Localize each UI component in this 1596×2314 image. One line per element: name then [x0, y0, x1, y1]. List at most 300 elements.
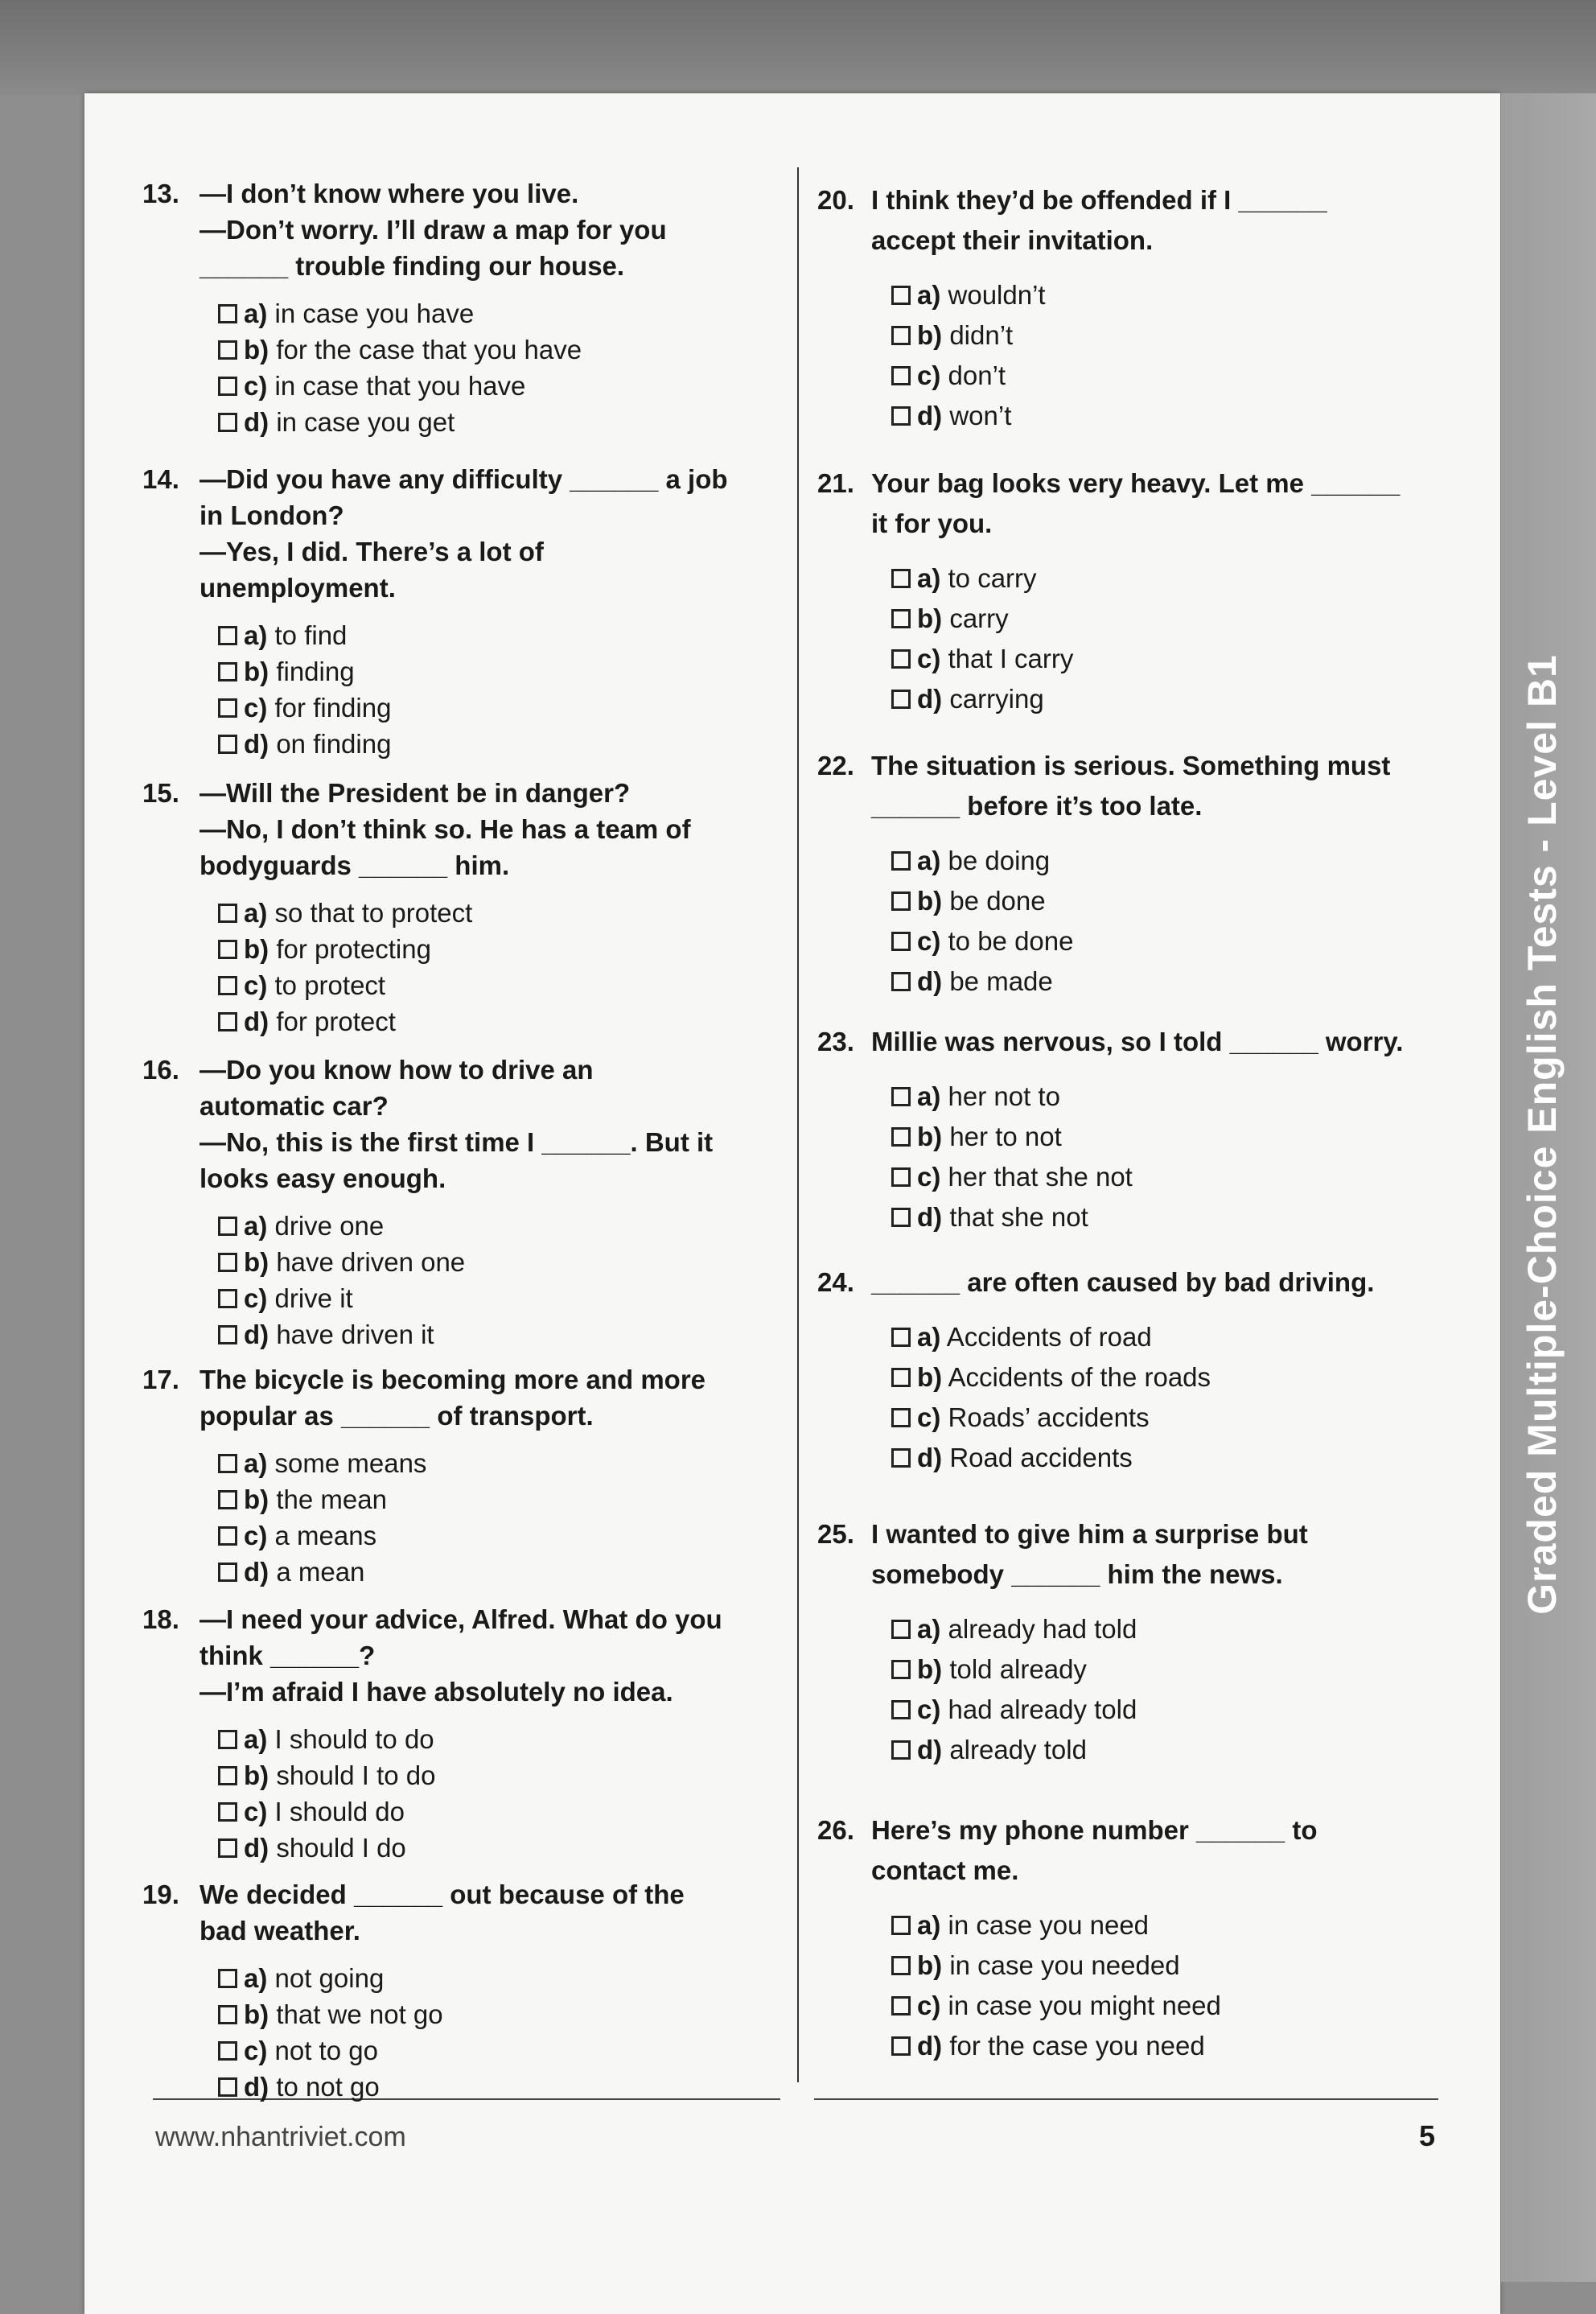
checkbox-icon[interactable] [891, 609, 911, 628]
option-text: told already [942, 1654, 1087, 1684]
answer-option[interactable] [891, 1157, 1133, 1197]
answer-option[interactable] [218, 1316, 465, 1353]
option-text: be done [942, 886, 1046, 916]
option-text: in case you have [267, 298, 475, 328]
answer-option[interactable] [218, 1481, 426, 1517]
option-text: her that she not [940, 1162, 1133, 1192]
answer-option[interactable] [218, 690, 391, 726]
checkbox-icon[interactable] [218, 1012, 237, 1031]
option-text: to not go [269, 2071, 380, 2102]
answer-option[interactable] [891, 1986, 1221, 2026]
checkbox-icon[interactable] [891, 326, 911, 345]
question-stem [200, 1055, 713, 1200]
checkbox-icon[interactable] [218, 1730, 237, 1749]
checkbox-icon[interactable] [891, 1368, 911, 1387]
stem-line: ______ trouble finding our house. [200, 251, 625, 281]
option-text: didn’t [942, 320, 1014, 350]
stem-line: unemployment. [200, 573, 396, 603]
checkbox-icon[interactable] [891, 891, 911, 911]
options-list [891, 1077, 1133, 1237]
answer-option[interactable] [218, 1996, 443, 2032]
background [0, 0, 1596, 95]
question-stem [200, 1604, 722, 1713]
answer-option[interactable] [891, 558, 1073, 599]
option-letter: b) [917, 886, 943, 916]
answer-option[interactable] [891, 921, 1074, 961]
stem-line: in London? [200, 500, 344, 530]
checkbox-icon[interactable] [218, 304, 237, 323]
answer-option[interactable] [218, 368, 582, 404]
option-letter: c) [244, 370, 268, 401]
stem-line: contact me. [871, 1855, 1019, 1885]
option-letter: a) [917, 1322, 941, 1352]
option-letter: b) [917, 1362, 943, 1392]
checkbox-icon[interactable] [891, 1916, 911, 1935]
option-letter: b) [244, 656, 269, 686]
answer-option[interactable] [891, 841, 1074, 881]
checkbox-icon[interactable] [218, 1802, 237, 1822]
option-letter: b) [917, 1654, 943, 1684]
option-text: for the case you need [942, 2031, 1205, 2061]
checkbox-icon[interactable] [891, 366, 911, 385]
option-letter: d) [244, 1319, 269, 1349]
answer-option[interactable] [218, 1830, 435, 1866]
answer-option[interactable] [891, 1317, 1211, 1357]
option-text: carry [942, 603, 1009, 633]
option-text: for the case that you have [269, 334, 582, 364]
option-letter: a) [917, 846, 941, 875]
option-letter: d) [917, 1735, 943, 1764]
checkbox-icon[interactable] [891, 1996, 911, 2015]
options-list [891, 841, 1074, 1002]
checkbox-icon[interactable] [891, 286, 911, 305]
option-letter: b) [244, 1484, 269, 1514]
option-text: I should to do [267, 1723, 434, 1754]
answer-option[interactable] [891, 1649, 1137, 1690]
checkbox-icon[interactable] [218, 1289, 237, 1308]
options-list [891, 275, 1046, 436]
checkbox-icon[interactable] [218, 2005, 237, 2024]
option-letter: d) [244, 1556, 269, 1587]
option-letter: c) [244, 1796, 268, 1826]
options-list [218, 295, 582, 440]
answer-option[interactable] [891, 1730, 1137, 1770]
options-list [891, 1905, 1221, 2066]
checkbox-icon[interactable] [218, 340, 237, 360]
option-text: that I carry [940, 644, 1074, 673]
answer-option[interactable] [218, 895, 472, 931]
answer-option[interactable] [218, 2032, 443, 2069]
option-text: to be done [940, 926, 1074, 956]
question-number: 25. [817, 1519, 854, 1549]
checkbox-icon[interactable] [891, 932, 911, 951]
option-letter: c) [244, 1283, 268, 1313]
stem-line: accept their invitation. [871, 225, 1154, 255]
option-letter: d) [917, 1202, 943, 1232]
checkbox-icon[interactable] [891, 1408, 911, 1427]
answer-option[interactable] [218, 2069, 443, 2105]
answer-option[interactable] [218, 617, 391, 653]
options-list [891, 558, 1073, 719]
stem-line: —I’m afraid I have absolutely no idea. [200, 1677, 673, 1707]
option-text: in case you need [940, 1910, 1150, 1940]
answer-option[interactable] [218, 1244, 465, 1280]
answer-option[interactable] [891, 1609, 1137, 1649]
option-letter: d) [917, 2031, 943, 2061]
question-number: 23. [817, 1027, 854, 1056]
answer-option[interactable] [891, 639, 1073, 679]
stem-line: Millie was nervous, so I told ______ worry. [871, 1027, 1404, 1056]
stem-line: —No, this is the first time I ______. But it [200, 1127, 714, 1157]
option-letter: b) [244, 1999, 269, 2029]
option-text: for finding [267, 692, 392, 723]
answer-option[interactable] [218, 1757, 435, 1793]
stem-line: bodyguards ______ him. [200, 850, 510, 880]
option-letter: d) [244, 2071, 269, 2102]
option-letter: c) [244, 2035, 268, 2065]
stem-line: it for you. [871, 509, 993, 538]
option-text: to carry [940, 563, 1037, 593]
option-text: should I to do [269, 1760, 436, 1790]
option-letter: b) [917, 320, 943, 350]
option-text: carrying [942, 684, 1044, 714]
options-list [218, 1960, 443, 2105]
checkbox-icon[interactable] [891, 1740, 911, 1760]
option-text: in case you get [269, 406, 455, 437]
answer-option[interactable] [218, 931, 472, 967]
checkbox-icon[interactable] [891, 1620, 911, 1639]
question-stem [871, 1519, 1308, 1600]
side-title: Graded Multiple-Choice English Tests - Level B1 [1520, 654, 1565, 1615]
answer-option[interactable] [891, 1690, 1137, 1730]
stem-line: —Did you have any difficulty ______ a job [200, 464, 728, 494]
option-text: the mean [269, 1484, 387, 1514]
option-text: her to not [942, 1122, 1062, 1151]
option-text: already had told [940, 1614, 1137, 1644]
question-number: 22. [817, 751, 854, 780]
option-letter: c) [917, 644, 941, 673]
checkbox-icon[interactable] [218, 1253, 237, 1272]
stem-line: The situation is serious. Something must [871, 751, 1391, 780]
answer-option[interactable] [891, 396, 1046, 436]
question-stem [871, 751, 1390, 831]
question-stem [871, 1815, 1317, 1896]
stem-line: —I need your advice, Alfred. What do you [200, 1604, 722, 1634]
checkbox-icon[interactable] [891, 1127, 911, 1147]
checkbox-icon[interactable] [218, 976, 237, 995]
stem-line: —No, I don’t think so. He has a team of [200, 814, 691, 844]
checkbox-icon[interactable] [891, 1208, 911, 1227]
option-letter: c) [244, 692, 268, 723]
question-stem [200, 778, 691, 887]
answer-option[interactable] [891, 1945, 1221, 1986]
checkbox-icon[interactable] [891, 1087, 911, 1106]
option-text: that she not [942, 1202, 1088, 1232]
options-list [218, 1445, 426, 1590]
option-text: a means [267, 1520, 377, 1550]
checkbox-icon[interactable] [891, 1660, 911, 1679]
answer-option[interactable] [891, 275, 1046, 315]
option-text: in case you might need [940, 1991, 1221, 2020]
stem-line: —I don’t know where you live. [200, 179, 579, 208]
checkbox-icon[interactable] [891, 649, 911, 669]
question-number: 18. [142, 1604, 179, 1634]
option-text: drive it [267, 1283, 353, 1313]
checkbox-icon[interactable] [891, 2036, 911, 2056]
question-stem [200, 179, 667, 287]
options-list [891, 1317, 1211, 1478]
option-letter: c) [917, 1402, 941, 1432]
stem-line: Here’s my phone number ______ to [871, 1815, 1318, 1845]
option-text: not going [267, 1962, 385, 1993]
option-letter: d) [917, 401, 943, 430]
answer-option[interactable] [891, 356, 1046, 396]
stem-line: ______ are often caused by bad driving. [871, 1267, 1375, 1297]
footer-url: www.nhantriviet.com [155, 2122, 406, 2152]
checkbox-icon[interactable] [891, 1448, 911, 1468]
checkbox-icon[interactable] [218, 1454, 237, 1473]
option-letter: b) [244, 933, 269, 964]
option-text: drive one [267, 1210, 385, 1241]
option-letter: c) [244, 970, 268, 1000]
checkbox-icon[interactable] [891, 569, 911, 588]
option-letter: a) [244, 1723, 268, 1754]
checkbox-icon[interactable] [218, 1490, 237, 1509]
answer-option[interactable] [891, 599, 1073, 639]
stem-line: think ______? [200, 1641, 376, 1670]
question-number: 21. [817, 468, 854, 498]
checkbox-icon[interactable] [218, 413, 237, 432]
checkbox-icon[interactable] [218, 2077, 237, 2097]
option-text: have driven one [269, 1246, 466, 1277]
option-letter: b) [917, 603, 943, 633]
stem-line: automatic car? [200, 1091, 389, 1121]
option-letter: d) [244, 1832, 269, 1863]
answer-option[interactable] [218, 1793, 435, 1830]
answer-option[interactable] [218, 653, 391, 690]
answer-option[interactable] [891, 1077, 1133, 1117]
option-text: Accidents of the roads [942, 1362, 1211, 1392]
answer-option[interactable] [891, 961, 1074, 1002]
question-stem [200, 464, 728, 609]
question-stem [871, 1267, 1374, 1307]
stem-line: I wanted to give him a surprise but [871, 1519, 1308, 1549]
answer-option[interactable] [218, 331, 582, 368]
stem-line: We decided ______ out because of the [200, 1880, 685, 1909]
option-letter: a) [917, 563, 941, 593]
option-letter: a) [917, 1081, 941, 1111]
question-stem [871, 1027, 1403, 1067]
footer-rule-right [814, 2098, 1438, 2100]
option-text: for protect [269, 1006, 396, 1036]
question-number: 19. [142, 1880, 179, 1909]
question-number: 14. [142, 464, 179, 494]
options-list [218, 895, 472, 1040]
option-letter: a) [917, 280, 941, 310]
answer-option[interactable] [218, 1208, 465, 1244]
option-letter: a) [244, 1962, 268, 1993]
answer-option[interactable] [218, 404, 582, 440]
checkbox-icon[interactable] [218, 904, 237, 923]
answer-option[interactable] [218, 726, 391, 762]
checkbox-icon[interactable] [218, 1969, 237, 1988]
question-stem [871, 185, 1327, 266]
checkbox-icon[interactable] [218, 1526, 237, 1546]
options-list [891, 1609, 1137, 1770]
answer-option[interactable] [218, 1960, 443, 1996]
option-text: should I do [269, 1832, 406, 1863]
answer-option[interactable] [218, 967, 472, 1003]
options-list [218, 1208, 465, 1353]
option-letter: d) [917, 684, 943, 714]
option-text: Accidents of road [940, 1322, 1152, 1352]
answer-option[interactable] [218, 1554, 426, 1590]
options-list [218, 617, 391, 762]
question-number: 15. [142, 778, 179, 808]
answer-option[interactable] [891, 1438, 1211, 1478]
question-number: 17. [142, 1365, 179, 1394]
option-letter: b) [244, 1246, 269, 1277]
option-letter: c) [917, 1694, 941, 1724]
question-stem [200, 1365, 705, 1437]
answer-option[interactable] [218, 1003, 472, 1040]
option-text: already told [942, 1735, 1087, 1764]
checkbox-icon[interactable] [891, 851, 911, 871]
checkbox-icon[interactable] [218, 1217, 237, 1236]
option-text: a mean [269, 1556, 365, 1587]
option-letter: b) [917, 1122, 943, 1151]
answer-option[interactable] [891, 2026, 1221, 2066]
option-text: I should do [267, 1796, 405, 1826]
option-letter: d) [244, 1006, 269, 1036]
checkbox-icon[interactable] [218, 1563, 237, 1582]
answer-option[interactable] [891, 881, 1074, 921]
option-text: be made [942, 966, 1053, 996]
checkbox-icon[interactable] [218, 1766, 237, 1785]
option-text: in case you needed [942, 1950, 1180, 1980]
checkbox-icon[interactable] [218, 1325, 237, 1344]
option-text: that we not go [269, 1999, 443, 2029]
option-letter: b) [244, 1760, 269, 1790]
option-letter: a) [244, 897, 268, 928]
answer-option[interactable] [891, 1117, 1133, 1157]
option-text: her not to [940, 1081, 1060, 1111]
option-text: for protecting [269, 933, 431, 964]
option-text: be doing [940, 846, 1051, 875]
stem-line: —Will the President be in danger? [200, 778, 631, 808]
answer-option[interactable] [891, 679, 1073, 719]
answer-option[interactable] [218, 1280, 465, 1316]
stem-line: ______ before it’s too late. [871, 791, 1203, 821]
stem-line: —Yes, I did. There’s a lot of [200, 537, 544, 566]
option-letter: c) [917, 360, 941, 390]
stem-line: —Do you know how to drive an [200, 1055, 594, 1085]
question-number: 16. [142, 1055, 179, 1085]
answer-option[interactable] [891, 315, 1046, 356]
option-letter: c) [244, 1520, 268, 1550]
checkbox-icon[interactable] [891, 1167, 911, 1187]
checkbox-icon[interactable] [218, 626, 237, 645]
question-number: 24. [817, 1267, 854, 1297]
option-text: finding [269, 656, 355, 686]
option-letter: c) [917, 1991, 941, 2020]
stem-line: popular as ______ of transport. [200, 1401, 594, 1431]
answer-option[interactable] [891, 1398, 1211, 1438]
option-text: wouldn’t [940, 280, 1046, 310]
option-text: not to go [267, 2035, 378, 2065]
answer-option[interactable] [218, 1721, 435, 1757]
option-letter: c) [917, 926, 941, 956]
option-letter: a) [244, 620, 268, 650]
question-number: 26. [817, 1815, 854, 1845]
checkbox-icon[interactable] [891, 406, 911, 426]
answer-option[interactable] [218, 1445, 426, 1481]
checkbox-icon[interactable] [891, 1956, 911, 1975]
option-text: in case that you have [267, 370, 526, 401]
option-letter: d) [917, 966, 943, 996]
option-letter: a) [244, 298, 268, 328]
option-letter: a) [917, 1614, 941, 1644]
column-divider [797, 167, 799, 2082]
checkbox-icon[interactable] [891, 690, 911, 709]
checkbox-icon[interactable] [891, 972, 911, 991]
checkbox-icon[interactable] [218, 698, 237, 718]
answer-option[interactable] [218, 1517, 426, 1554]
option-letter: a) [244, 1210, 268, 1241]
option-letter: a) [244, 1447, 268, 1478]
answer-option[interactable] [891, 1905, 1221, 1945]
option-letter: b) [917, 1950, 943, 1980]
option-text: don’t [940, 360, 1006, 390]
page-number: 5 [1419, 2119, 1436, 2152]
option-text: had already told [940, 1694, 1137, 1724]
checkbox-icon[interactable] [218, 1838, 237, 1858]
option-text: so that to protect [267, 897, 473, 928]
stem-line: Your bag looks very heavy. Let me ______ [871, 468, 1401, 498]
stem-line: bad weather. [200, 1916, 360, 1945]
option-text: Road accidents [942, 1443, 1133, 1472]
option-text: Roads’ accidents [940, 1402, 1150, 1432]
option-letter: d) [244, 406, 269, 437]
checkbox-icon[interactable] [218, 377, 237, 396]
option-text: on finding [269, 728, 392, 759]
stem-line: The bicycle is becoming more and more [200, 1365, 706, 1394]
option-text: to find [267, 620, 348, 650]
question-number: 20. [817, 185, 854, 215]
option-text: to protect [267, 970, 386, 1000]
question-stem [871, 468, 1400, 549]
checkbox-icon[interactable] [891, 1328, 911, 1347]
option-letter: d) [244, 728, 269, 759]
checkbox-icon[interactable] [218, 662, 237, 681]
option-text: won’t [942, 401, 1012, 430]
stem-line: somebody ______ him the news. [871, 1559, 1283, 1589]
option-letter: d) [917, 1443, 943, 1472]
question-stem [200, 1880, 685, 1952]
checkbox-icon[interactable] [891, 1700, 911, 1719]
checkbox-icon[interactable] [218, 940, 237, 959]
answer-option[interactable] [891, 1357, 1211, 1398]
checkbox-icon[interactable] [218, 735, 237, 754]
option-text: have driven it [269, 1319, 434, 1349]
answer-option[interactable] [218, 295, 582, 331]
checkbox-icon[interactable] [218, 2041, 237, 2061]
stem-line: I think they’d be offended if I ______ [871, 185, 1327, 215]
stem-line: looks easy enough. [200, 1163, 446, 1193]
answer-option[interactable] [891, 1197, 1133, 1237]
option-text: some means [267, 1447, 427, 1478]
question-number: 13. [142, 179, 179, 208]
